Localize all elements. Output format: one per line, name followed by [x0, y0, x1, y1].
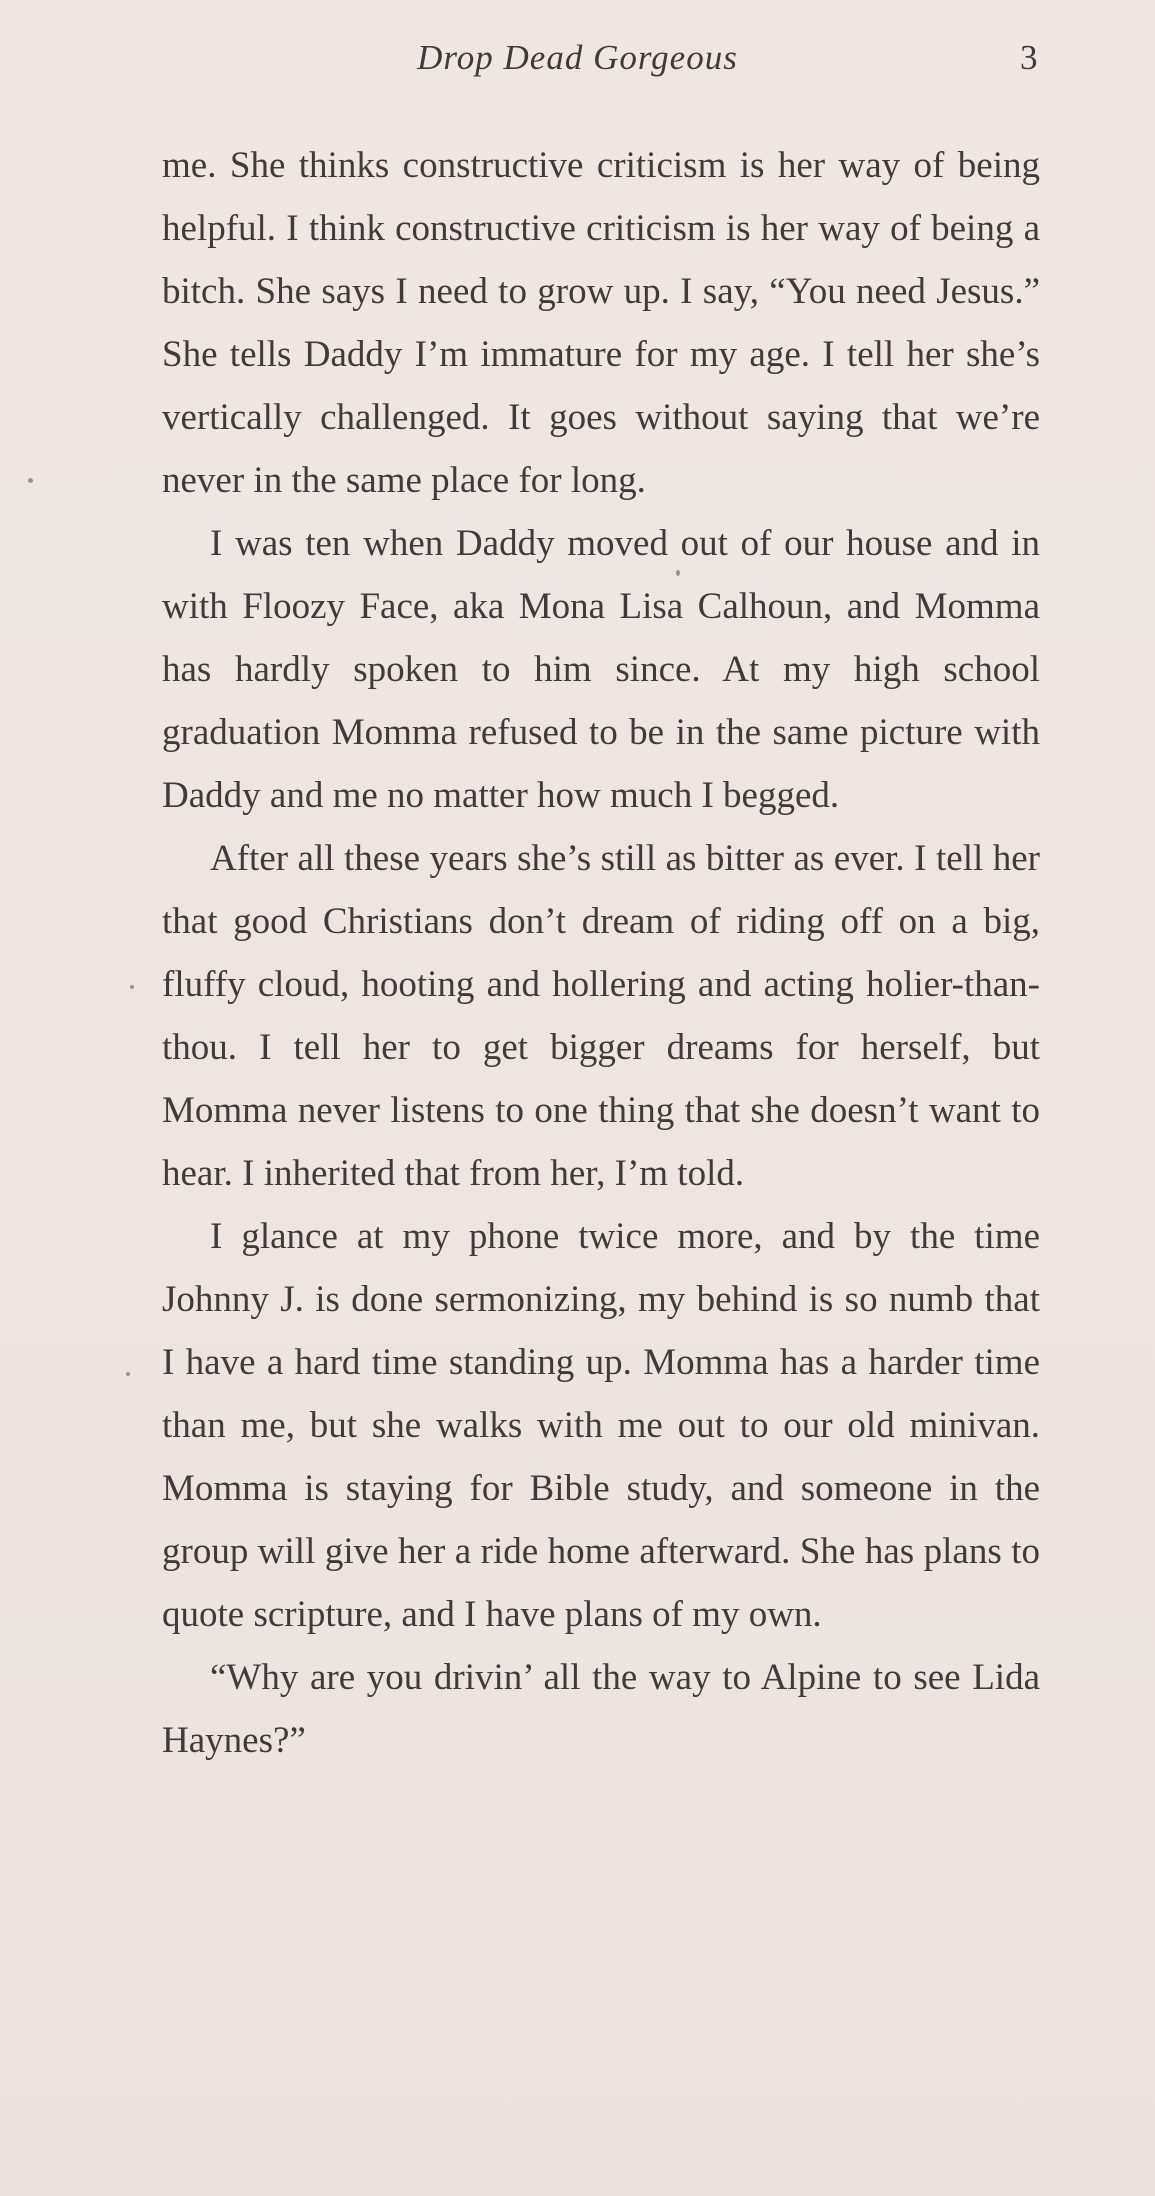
- paragraph: After all these years she’s still as bitter as ever. I tell her that good Christians don’t dream of riding off on a big, fluffy cloud, hooting and hollering and acting holier-than-thou. I tell her to get bigger dreams for herself, but Momma never listens to one thing that she doesn’t want to hear. I inherited that from her, I’m told.: [162, 838, 1040, 1194]
- paper-speck: [130, 985, 134, 989]
- paper-speck: [126, 1372, 130, 1376]
- paragraph: me. She thinks constructive criticism is her way of being helpful. I think constructive criticism is her way of being a bitch. She says I need to grow up. I say, “You need Jesus.” She tells Daddy I’m immature for my age. I tell her she’s vertically challenged. It goes without saying that we’re never in the same place for long.: [162, 145, 1040, 501]
- paper-speck: [676, 570, 680, 576]
- paragraph: I was ten when Daddy moved out of our house and in with Floozy Face, aka Mona Lisa Calhoun, and Momma has hardly spoken to him since. At my high school graduation Momma refused to be in the same picture with Daddy and me no matter how much I begged.: [162, 523, 1040, 816]
- running-title: Drop Dead Gorgeous: [417, 38, 738, 77]
- paragraph: “Why are you drivin’ all the way to Alpine to see Lida Haynes?”: [162, 1657, 1040, 1761]
- paper-speck: [28, 478, 33, 483]
- page-number: 3: [1020, 38, 1038, 77]
- body-text: [162, 134, 1040, 1772]
- paragraph: I glance at my phone twice more, and by the time Johnny J. is done sermonizing, my behind is so numb that I have a hard time standing up. Momma has a harder time than me, but she walks with me out to our old minivan. Momma is staying for Bible study, and someone in the group will give her a ride home afterward. She has plans to quote scripture, and I have plans of my own.: [162, 1216, 1040, 1635]
